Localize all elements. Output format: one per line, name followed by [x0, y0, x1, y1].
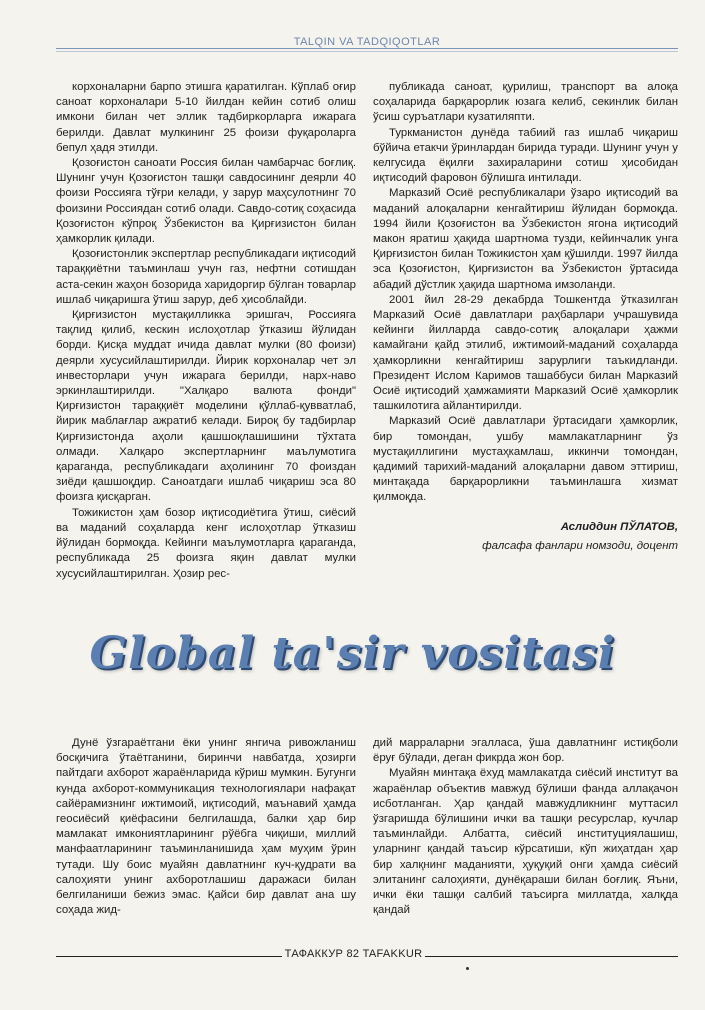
article1-column-right: [373, 80, 678, 554]
paragraph: Қозоғистон саноати Россия билан чамбарчас боғлиқ. Шунинг учун Қозоғистон ташқи савдосининг деярли 40 фоизи Россияга тўғри келади, у зарур маҳсулотнинг 70 фоизини Россиядан сотиб олади. Савдо-сотиқ соҳасида Қозоғистон кўпроқ Ўзбекистон ва Қирғизистон билан ҳамкорлик қилади.: [56, 157, 356, 246]
paragraph: Муайян минтақа ёхуд мамлакатда сиёсий институт ва жараёнлар объектив мавжуд бўлиши фанда аллақачон исботланган. Ҳар қандай мавжудликнинг муттасил ўзгаришда бўлишини ички ва ташқи ресурслар, кучлар таъминлайди. Албатта, сиёсий институциялашиш, уларнинг қандай таъсир кўрсатиши, кўп жиҳатдан ҳар бир халқнинг маданияти, ҳуқуқий онги ҳамда сиёсий элитанинг салоҳияти, дунёқараши билан боғлиқ. Яъни, ички ёки ташқи салбий таъсирга миллатда, халқда қандай: [373, 767, 678, 917]
paragraph: Қирғизистон мустақилликка эришгач, Россияга тақлид қилиб, кескин ислоҳотлар ўтказиш йўлидан борди. Қисқа муддат ичида давлат мулки (80 фоизи) деярли хусусийлаштирилди. Йирик корхоналар чет эл инвесторлари учун ижарага берилди, нарх-наво эркинлаштирилди. "Халқаро валюта фонди" Қирғизистон тараққиёт моделини қўллаб-қувватлаб, йирик маблағлар ажратиб келади. Бироқ бу тадбирлар Қирғизистонда аҳоли қашшоқлашишини тўхтата олмади. Халқаро экспертларнинг маълумотига қараганда, республикадаги аҳолининг 70 фоиздан зиёди қашшоқдир. Саноатдаги ишлаб чиқариш эса 80 фоизга қисқарган.: [56, 309, 356, 504]
article2-column-left: [56, 736, 356, 918]
paragraph: публикада саноат, қурилиш, транспорт ва алоқа соҳаларида барқарорлик юзага келиб, секинлик билан ўсиш суръатлари кузатиляпти.: [373, 81, 678, 124]
paragraph: Дунё ўзгараётгани ёки унинг янгича ривожланиш босқичига ўтаётганини, биринчи навбатда, ҳозирги пайтдаги ахборот жараёнларида кўриш мумкин. Бугунги кунда ахборот-коммуникация технологиялари нафақат сайёрамизнинг ижтимоий, иқтисодий, маънавий ҳамда геосиёсий қиёфасини белгилашда, балки ҳар бир мамлакат имкониятларининг рўёбга чиқиши, миллий манфаатларининг таъминланишида ҳам муҳим ўрин тутади. Шу боис муайян давлатнинг куч-қудрати ва салоҳияти унинг ахборотлашиш даражаси билан белгиланиши бежиз эмас. Қайси бир давлат ана шу соҳада жид-: [56, 737, 356, 917]
header-rule: [56, 48, 678, 49]
ink-dot: [466, 967, 469, 970]
paragraph: корхоналарни барпо этишга қаратилган. Кўплаб оғир саноат корхоналари 5-10 йилдан кейин сотиб олиш имкони билан чет эллик тадбиркорларга ижарага берилди. Давлат мулкининг 25 фоизи фуқароларга бепул ҳадя этилди.: [56, 81, 356, 154]
paragraph: 2001 йил 28-29 декабрда Тошкентда ўтказилган Марказий Осиё давлатлари раҳбарлари учрашувида кейинги йилларда савдо-сотиқ алоқалари ҳажми камайгани қайд этилиб, ижтимоий-маданий соҳаларда ҳамкорликни кенгайтириш зарурлиги таъкидланди. Президент Ислом Каримов ташаббуси билан Марказий Осиё иқтисодий ҳамжамияти Марказий Осиё ҳамкорлик ташкилотига айлантирилди.: [373, 293, 678, 413]
paragraph: Марказий Осиё республикалари ўзаро иқтисодий ва маданий алоқаларни кенгайтириш йўлидан бормоқда. 1994 йили Қозоғистон ва Ўзбекистон ягона иқтисодий макон яратиш ҳақида шартнома тузди, кейинчалик унга Қирғизистон билан Тожикистон ҳам қўшилди. 1997 йилда эса Қозоғистон, Қирғизистон ва Ўзбекистон ўртасида абадий дўстлик ҳақида шартнома имзоланди.: [373, 187, 678, 291]
author-title: фалсафа фанлари номзоди, доцент: [482, 539, 678, 552]
article-headline: Global ta'sir vositasi: [89, 628, 616, 679]
header-rule-secondary: [56, 51, 678, 52]
running-head: [56, 36, 678, 48]
paragraph: дий марраларни эгалласа, ўша давлатнинг истиқболи ёруғ бўлади, деган фикрда жон бор.: [373, 737, 678, 765]
article1-column-left: [56, 80, 356, 582]
running-head-text: TALQIN VA TADQIQOTLAR: [286, 36, 449, 48]
footer-rule-right: [425, 956, 678, 957]
paragraph: Тожикистон ҳам бозор иқтисодиётига ўтиш, сиёсий ва маданий соҳаларда кенг ислоҳотлар ўтказиш йўлидан бормоқда. Кейинги маълумотларга қараганда, республикада 25 фоизга яқин давлат мулки хусусийлаштирилган. Ҳозир рес-: [56, 506, 356, 580]
footer-rule-left: [56, 956, 282, 957]
page-footer: ТАФАККУР 82 TAFAKKUR: [284, 948, 423, 960]
paragraph: Қозоғистонлик экспертлар республикадаги иқтисодий тараққиётни таъминлаш учун газ, нефтни сотишдан аста-секин жаҳон бозорида харидоргир бўлган товарлар ишлаб чиқаришга ўтиш зарур, деб ҳисоблайди.: [56, 248, 356, 306]
paragraph: Туркманистон дунёда табиий газ ишлаб чиқариш бўйича етакчи ўринлардан бирида туради. Шунинг учун у келгусида ёқилғи захираларини сотиш ҳисобидан иқтисодий фаровон бўлишга интилади.: [373, 126, 678, 185]
paragraph: Марказий Осиё давлатлари ўртасидаги ҳамкорлик, бир томондан, ушбу мамлакатларнинг ўз мустақиллигини мустаҳкамлаш, иккинчи томондан, қадимий тарихий-маданий алоқаларни давом эттириш, минтақада барқарорликни таъминлашга хизмат қилмоқда.: [373, 415, 678, 504]
article2-column-right: [373, 736, 678, 918]
author-name: Аслиддин ПЎЛАТОВ,: [560, 520, 678, 533]
